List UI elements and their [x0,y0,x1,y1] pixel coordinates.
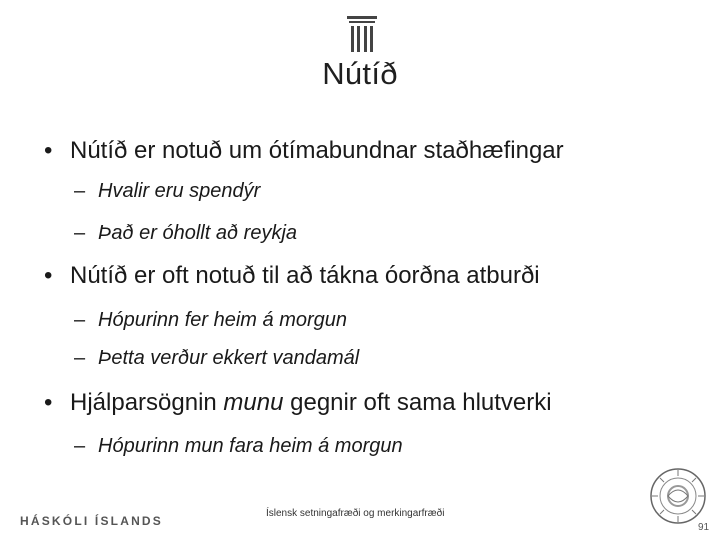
bullet-text-before: Hjálparsögnin [70,389,224,416]
sub-bullet-text: Það er óhollt að reykja [98,222,298,244]
sub-bullet-item [74,345,359,371]
bullet-text: Nútíð er notuð um ótímabundnar staðhæfingar [70,137,564,164]
sub-bullet-text: Hópurinn mun fara heim á morgun [98,435,403,457]
dash-icon: – [74,309,86,331]
university-seal-logo-icon [648,466,708,526]
bullet-item [44,136,564,166]
sub-bullet-text: Hvalir eru spendýr [98,180,261,202]
dash-icon: – [74,222,86,244]
bullet-dot-icon: • [44,262,53,289]
dash-icon: – [74,435,86,457]
dash-icon: – [74,347,86,369]
sub-bullet-item [74,178,260,204]
university-brand-text: HÁSKÓLI ÍSLANDS [20,514,164,528]
bullet-dot-icon: • [44,137,53,164]
sub-bullet-text: Hópurinn fer heim á morgun [98,309,348,331]
slide-title: Nútíð [322,56,398,91]
bullet-text-after: gegnir oft sama hlutverki [283,389,552,416]
bullet-dot-icon: • [44,389,53,416]
dash-icon: – [74,180,86,202]
course-title-footer: Íslensk setningafræði og merkingarfræði [266,508,445,519]
bullet-item [44,261,540,291]
sub-bullet-item [74,433,403,459]
sub-bullet-text: Þetta verður ekkert vandamál [98,347,360,369]
page-number: 91 [698,522,710,533]
sub-bullet-item [74,307,347,333]
sub-bullet-item [74,220,297,246]
bullet-text: Nútíð er oft notuð til að tákna óorðna atburði [70,262,540,289]
bullet-item [44,388,552,418]
bullet-text-emphasis: munu [223,389,284,416]
